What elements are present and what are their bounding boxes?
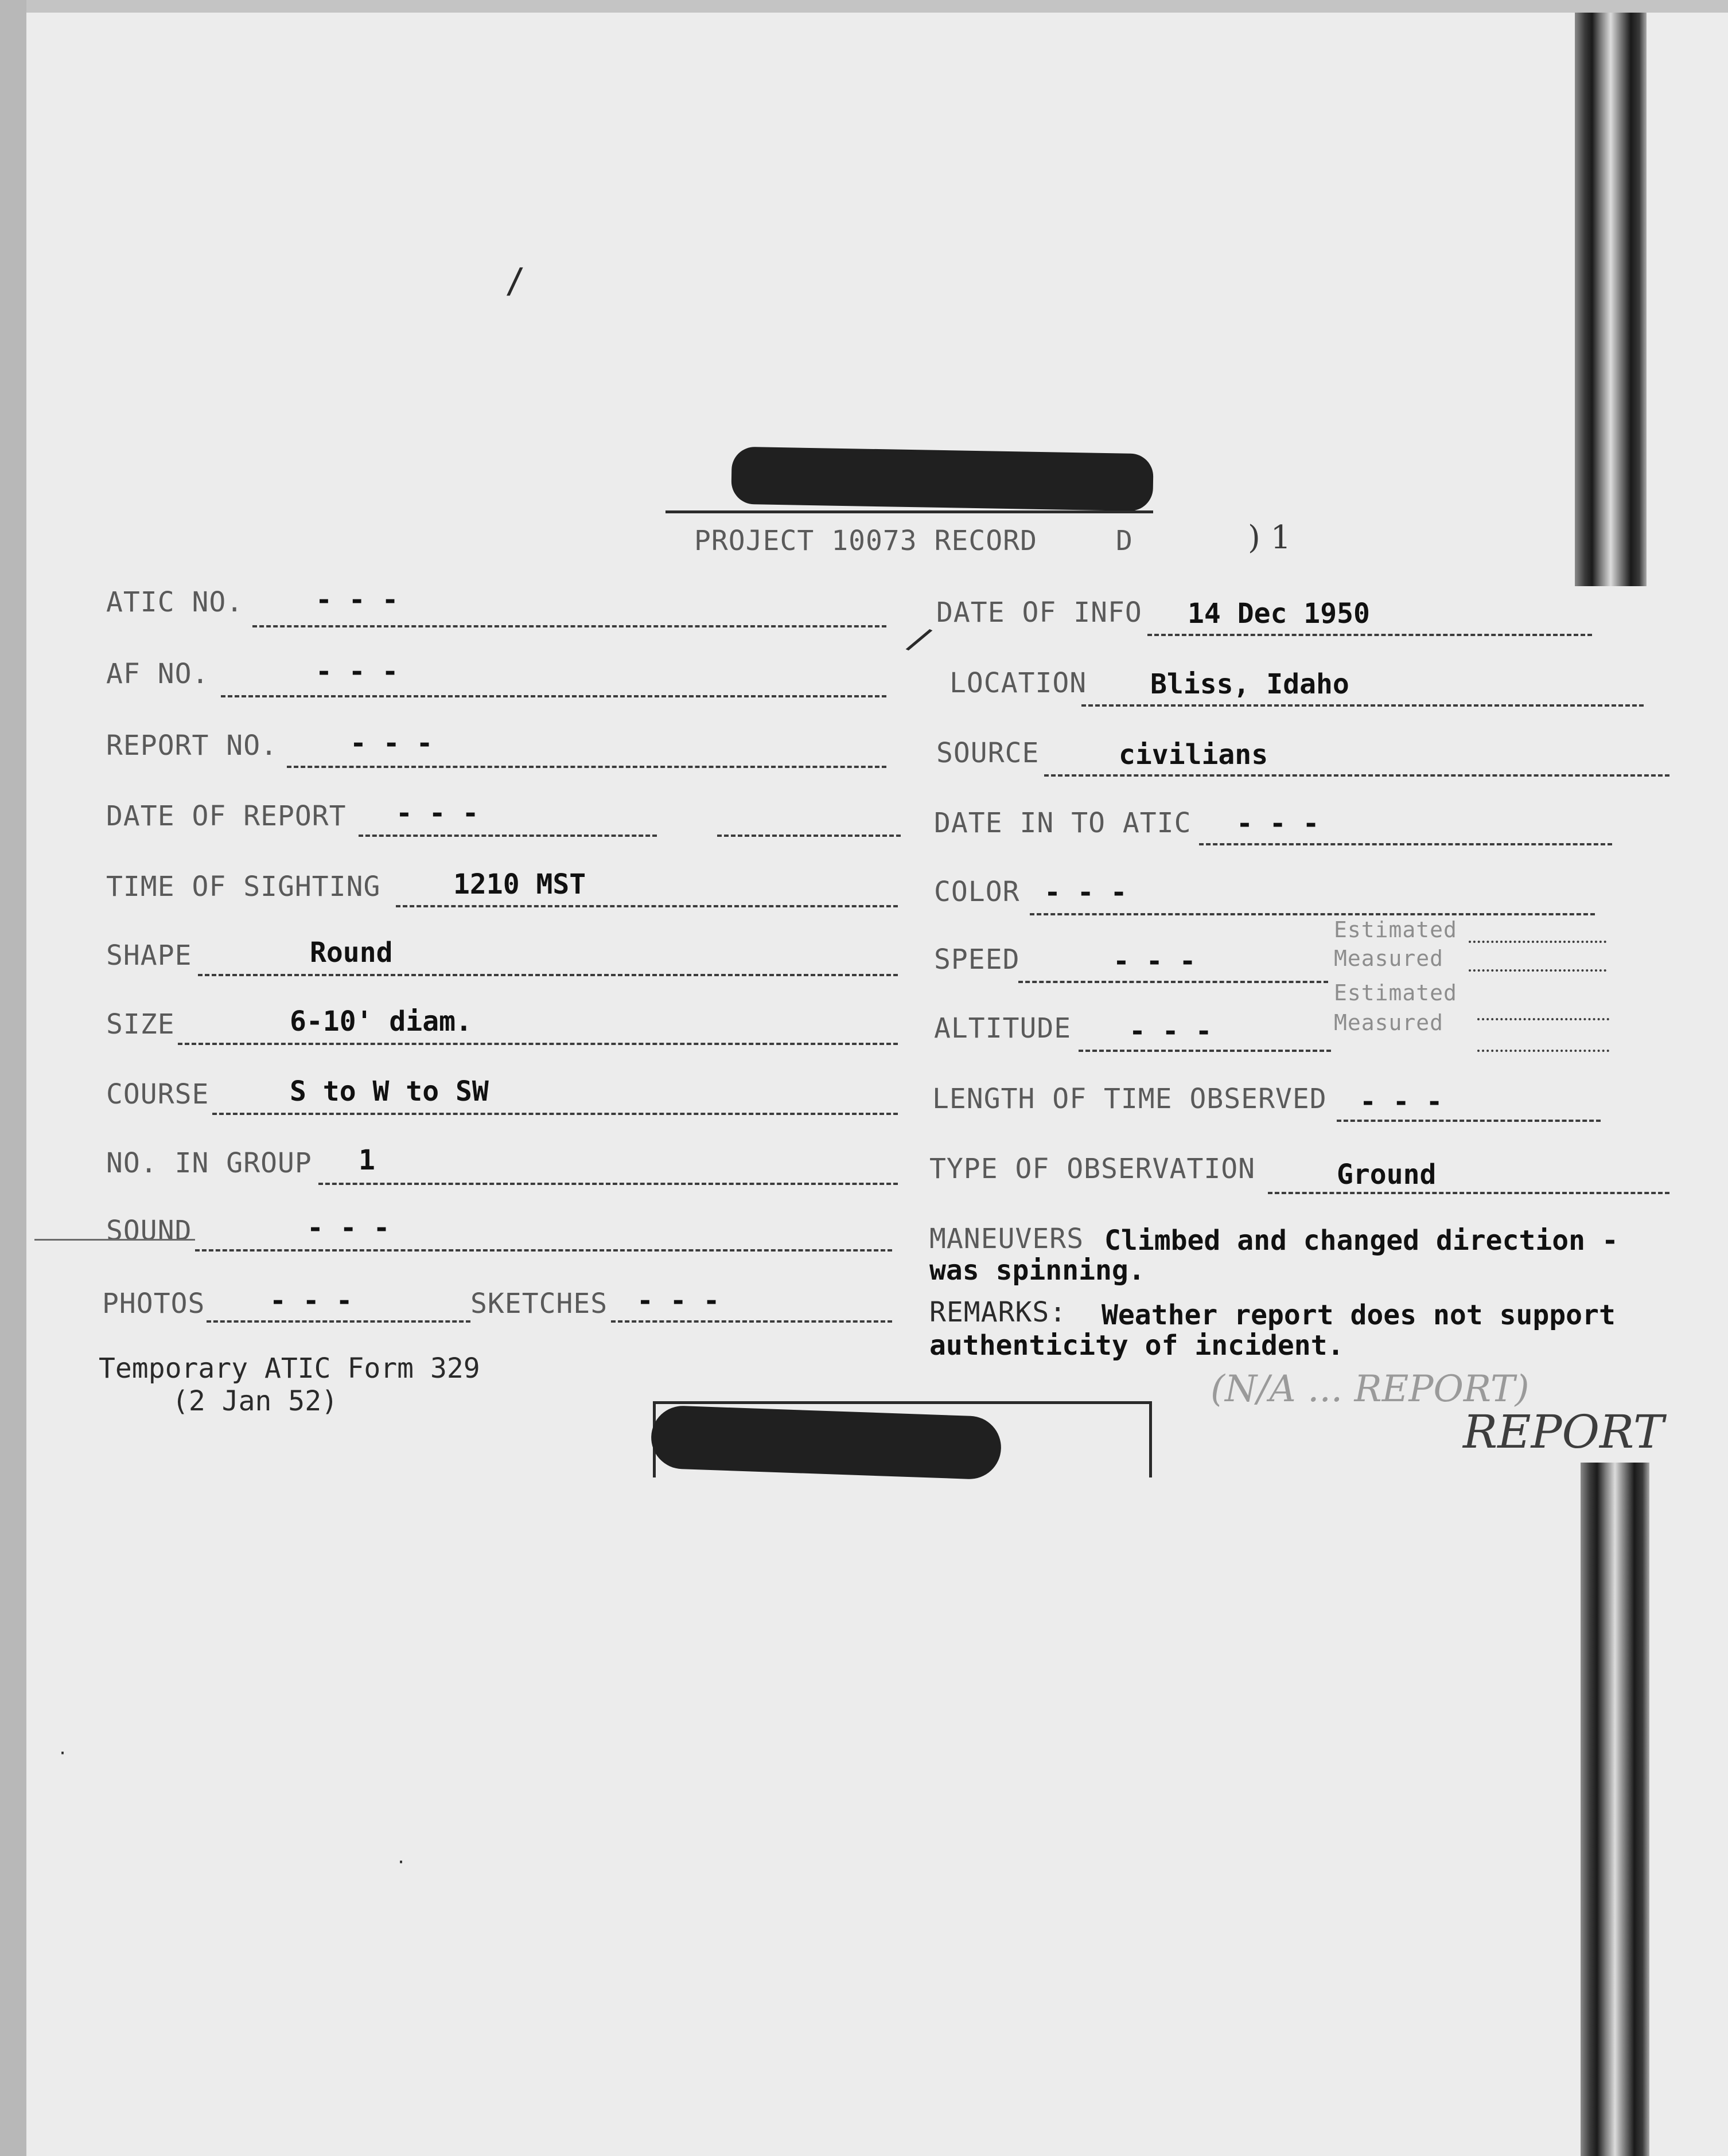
field-value-type-of-observation: Ground	[1337, 1159, 1437, 1191]
stray-mark: /	[505, 261, 526, 301]
field-label-atic-no: ATIC NO.	[106, 586, 244, 618]
field-value-speed: - - -	[1113, 945, 1196, 977]
binder-ring-top	[1575, 13, 1647, 586]
field-label-date-in-to-atic: DATE IN TO ATIC	[934, 807, 1192, 839]
field-value-course: S to W to SW	[290, 1075, 489, 1108]
field-label-remarks: REMARKS:	[929, 1296, 1067, 1328]
scan-top-edge	[0, 0, 1728, 13]
binder-ring-bottom	[1581, 1463, 1649, 2156]
scan-left-edge	[0, 0, 26, 2156]
handwritten-note-report: REPORT	[1463, 1405, 1664, 1459]
stray-dot: ·	[396, 1853, 407, 1873]
field-label-time-of-sighting: TIME OF SIGHTING	[106, 871, 381, 903]
field-value-size: 6-10' diam.	[290, 1005, 472, 1038]
altitude-option-measured: Measured	[1334, 1010, 1444, 1035]
field-line	[318, 1183, 898, 1185]
field-value-no-in-group: 1	[359, 1144, 375, 1176]
field-value-length-of-time-observed: - - -	[1360, 1086, 1443, 1118]
field-value-color: - - -	[1044, 876, 1127, 909]
field-value-date-of-report: - - -	[396, 797, 479, 829]
field-line	[252, 625, 886, 627]
altitude-option-line	[1477, 1018, 1609, 1020]
maneuvers-line-2: was spinning.	[929, 1254, 1145, 1286]
field-value-sound: - - -	[307, 1212, 390, 1244]
field-label-source: SOURCE	[936, 737, 1040, 769]
speed-option-measured: Measured	[1334, 946, 1444, 971]
field-line	[717, 835, 901, 837]
field-line	[1018, 981, 1328, 983]
field-line	[359, 835, 657, 837]
speed-option-line	[1469, 969, 1606, 972]
field-line	[207, 1320, 470, 1323]
field-value-source: civilians	[1119, 739, 1268, 771]
field-line	[396, 905, 898, 907]
form-title: PROJECT 10073 RECORD	[694, 525, 1037, 557]
field-label-report-no: REPORT NO.	[106, 730, 278, 762]
altitude-option-line	[1477, 1050, 1609, 1052]
field-label-maneuvers: MANEUVERS	[929, 1223, 1084, 1255]
speed-option-estimated: Estimated	[1334, 917, 1457, 942]
field-label-shape: SHAPE	[106, 939, 192, 972]
field-value-altitude: - - -	[1129, 1015, 1212, 1047]
field-line	[1147, 634, 1592, 636]
page-number-annotation: ) 1	[1248, 519, 1291, 556]
field-label-date-of-report: DATE OF REPORT	[106, 800, 347, 832]
field-line	[1268, 1192, 1669, 1194]
field-label-size: SIZE	[106, 1008, 175, 1040]
field-line	[611, 1320, 892, 1323]
field-line	[212, 1113, 898, 1115]
field-line	[178, 1043, 898, 1045]
field-label-sound: SOUND	[106, 1215, 192, 1247]
altitude-option-estimated: Estimated	[1334, 980, 1457, 1005]
form-title-suffix: D	[1116, 525, 1133, 557]
redaction-blot-top	[731, 447, 1154, 512]
field-label-color: COLOR	[934, 876, 1020, 908]
field-line	[1081, 704, 1644, 707]
header-rule	[665, 510, 1153, 513]
field-label-speed: SPEED	[934, 944, 1020, 976]
field-line	[198, 974, 898, 976]
field-line	[1199, 843, 1612, 845]
field-value-location: Bliss, Idaho	[1150, 668, 1349, 700]
field-label-photos: PHOTOS	[102, 1288, 205, 1320]
remarks-line-1: Weather report does not support	[1102, 1299, 1616, 1331]
check-mark: /	[901, 617, 938, 662]
field-value-report-no: - - -	[350, 727, 433, 759]
field-label-af-no: AF NO.	[106, 658, 209, 690]
field-value-af-no: - - -	[316, 656, 399, 688]
field-label-length-of-time-observed: LENGTH OF TIME OBSERVED	[932, 1083, 1327, 1115]
maneuvers-line-1: Climbed and changed direction -	[1104, 1225, 1618, 1257]
field-value-photos: - - -	[270, 1285, 353, 1317]
field-line	[221, 695, 886, 697]
field-label-altitude: ALTITUDE	[934, 1012, 1072, 1044]
stray-dot: ·	[57, 1744, 68, 1764]
field-label-location: LOCATION	[949, 667, 1087, 699]
redaction-blot-bottom	[650, 1405, 1002, 1480]
field-value-date-of-info: 14 Dec 1950	[1188, 598, 1370, 630]
field-line	[287, 766, 886, 768]
handwritten-note: (N/A ... REPORT)	[1211, 1368, 1529, 1410]
form-footer-title: Temporary ATIC Form 329	[99, 1352, 480, 1385]
sound-margin-line	[34, 1239, 195, 1241]
field-value-shape: Round	[310, 937, 393, 969]
field-label-type-of-observation: TYPE OF OBSERVATION	[929, 1153, 1256, 1185]
field-value-atic-no: - - -	[316, 584, 399, 616]
field-value-date-in-to-atic: - - -	[1236, 808, 1320, 840]
field-label-no-in-group: NO. IN GROUP	[106, 1147, 312, 1179]
field-value-time-of-sighting: 1210 MST	[453, 868, 586, 900]
field-line	[1044, 774, 1669, 777]
remarks-line-2: authenticity of incident.	[929, 1330, 1344, 1362]
field-line	[1337, 1120, 1601, 1122]
speed-option-line	[1469, 941, 1606, 943]
field-value-sketches: - - -	[637, 1285, 720, 1317]
field-line	[1030, 913, 1595, 915]
field-line	[1079, 1050, 1331, 1052]
field-line	[195, 1249, 892, 1252]
document-page	[26, 13, 1728, 2156]
form-footer-date: (2 Jan 52)	[172, 1385, 338, 1417]
field-label-sketches: SKETCHES	[470, 1288, 608, 1320]
field-label-course: COURSE	[106, 1078, 209, 1110]
field-label-date-of-info: DATE OF INFO	[936, 596, 1142, 629]
